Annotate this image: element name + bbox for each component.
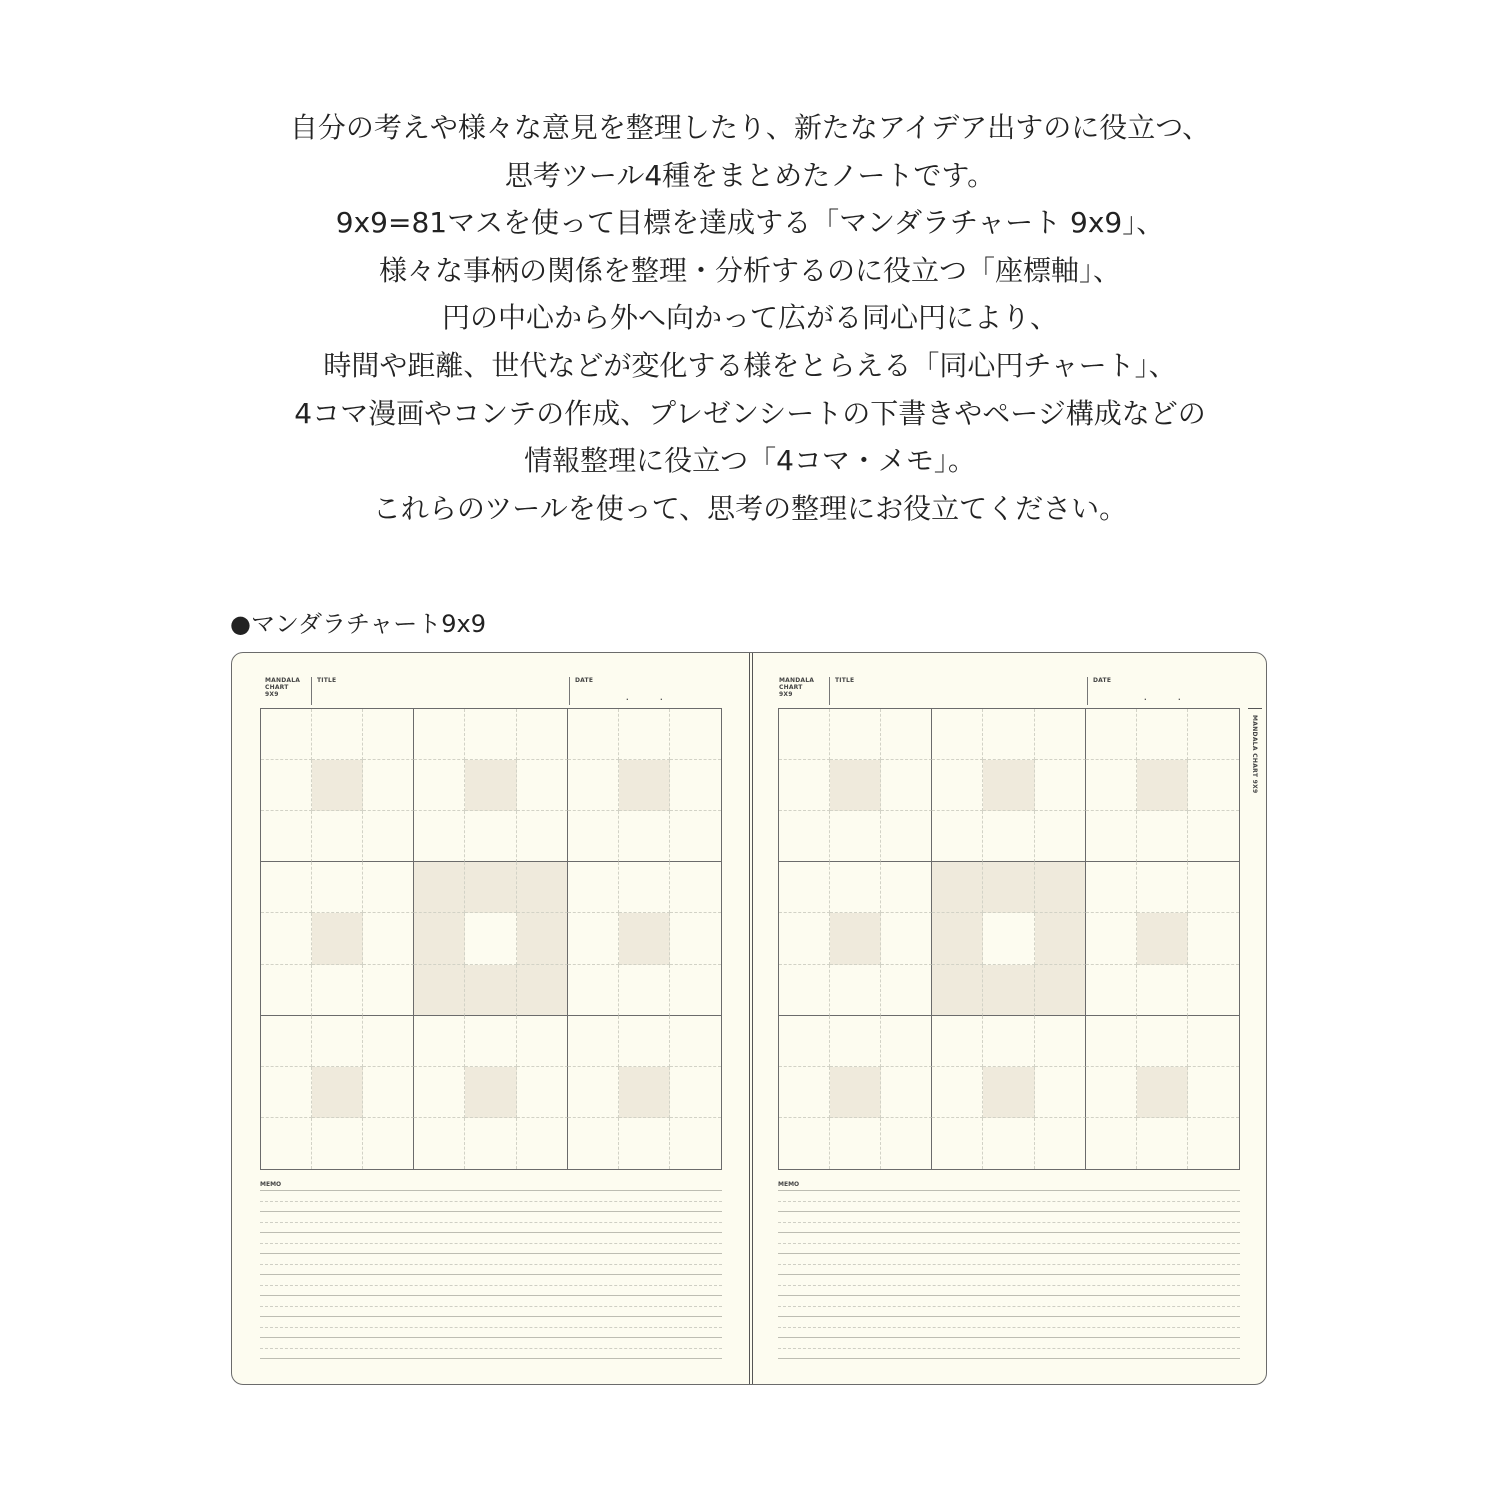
date-separator: . bbox=[1178, 694, 1181, 702]
mandala-cell bbox=[619, 709, 670, 760]
memo-line bbox=[260, 1201, 722, 1202]
mandala-cell bbox=[312, 709, 363, 760]
mandala-cell bbox=[568, 913, 619, 964]
mandala-cell bbox=[568, 1016, 619, 1067]
memo-line bbox=[778, 1222, 1240, 1223]
mandala-cell bbox=[881, 709, 932, 760]
mandala-cell bbox=[414, 811, 465, 862]
mandala-cell bbox=[881, 1067, 932, 1118]
mandala-cell bbox=[261, 913, 312, 964]
date-label: DATE bbox=[575, 677, 594, 684]
memo-label: MEMO bbox=[260, 1181, 282, 1188]
mandala-cell bbox=[1137, 965, 1188, 1016]
mandala-cell bbox=[517, 1118, 568, 1169]
memo-line bbox=[778, 1316, 1240, 1317]
intro-text bbox=[0, 104, 1500, 532]
date-label: DATE bbox=[1093, 677, 1112, 684]
memo-line bbox=[778, 1243, 1240, 1244]
mandala-cell bbox=[983, 811, 1034, 862]
memo-line bbox=[260, 1264, 722, 1265]
mandala-cell bbox=[983, 709, 1034, 760]
mandala-cell bbox=[881, 811, 932, 862]
mandala-cell bbox=[1086, 760, 1137, 811]
mandala-cell bbox=[465, 913, 516, 964]
mandala-cell bbox=[932, 811, 983, 862]
mandala-cell bbox=[414, 1016, 465, 1067]
mandala-cell bbox=[1188, 811, 1239, 862]
mandala-cell bbox=[517, 862, 568, 913]
mandala-cell bbox=[1137, 1118, 1188, 1169]
mandala-cell bbox=[312, 965, 363, 1016]
mandala-cell bbox=[830, 1016, 881, 1067]
mandala-cell bbox=[261, 1118, 312, 1169]
intro-line: これらのツールを使って、思考の整理にお役立てください。 bbox=[372, 491, 1128, 525]
mandala-cell bbox=[830, 811, 881, 862]
mandala-grid bbox=[778, 708, 1240, 1170]
mandala-cell bbox=[619, 760, 670, 811]
notebook-spread bbox=[231, 652, 1267, 1385]
memo-line bbox=[778, 1211, 1240, 1212]
mandala-cell bbox=[363, 1118, 414, 1169]
memo-line bbox=[778, 1264, 1240, 1265]
memo-line bbox=[260, 1253, 722, 1254]
mandala-cell bbox=[670, 862, 721, 913]
notebook-page-left bbox=[232, 653, 750, 1385]
mandala-cell bbox=[312, 1067, 363, 1118]
memo-line bbox=[260, 1327, 722, 1328]
mandala-cell bbox=[261, 862, 312, 913]
mandala-cell bbox=[261, 965, 312, 1016]
mandala-cell bbox=[1086, 709, 1137, 760]
mandala-cell bbox=[830, 709, 881, 760]
mandala-cell bbox=[779, 709, 830, 760]
mandala-cell bbox=[261, 811, 312, 862]
mandala-cell bbox=[1137, 862, 1188, 913]
memo-line bbox=[778, 1348, 1240, 1349]
mandala-cell bbox=[1086, 1016, 1137, 1067]
mandala-cell bbox=[414, 1067, 465, 1118]
mandala-cell bbox=[670, 1118, 721, 1169]
mandala-cell bbox=[1137, 1016, 1188, 1067]
mandala-cell bbox=[1035, 1118, 1086, 1169]
mandala-cell bbox=[414, 913, 465, 964]
intro-line: 円の中心から外へ向かって広がる同心円により、 bbox=[441, 301, 1058, 335]
memo-line bbox=[778, 1285, 1240, 1286]
mandala-cell bbox=[881, 1016, 932, 1067]
intro-line: 自分の考えや様々な意見を整理したり、新たなアイデア出すのに役立つ、 bbox=[289, 111, 1211, 144]
mandala-cell bbox=[779, 862, 830, 913]
mandala-cell bbox=[932, 1016, 983, 1067]
memo-line bbox=[778, 1337, 1240, 1338]
mandala-cell bbox=[363, 913, 414, 964]
memo-line bbox=[778, 1306, 1240, 1307]
mandala-cell bbox=[779, 811, 830, 862]
mandala-cell bbox=[830, 1067, 881, 1118]
intro-line: 時間や距離、世代などが変化する様をとらえる「同心円チャート」、 bbox=[323, 348, 1177, 382]
intro-line: 4コマ漫画やコンテの作成、プレゼンシートの下書きやページ構成などの bbox=[294, 396, 1206, 430]
mandala-cell bbox=[465, 1067, 516, 1118]
date-field bbox=[569, 677, 725, 705]
mandala-cell bbox=[312, 1118, 363, 1169]
mandala-cell bbox=[1137, 709, 1188, 760]
mandala-cell bbox=[619, 965, 670, 1016]
mandala-cell bbox=[932, 1118, 983, 1169]
mandala-cell bbox=[619, 1118, 670, 1169]
title-label: TITLE bbox=[317, 677, 337, 684]
date-separator: . bbox=[626, 694, 629, 702]
date-separator: . bbox=[1144, 694, 1147, 702]
mandala-cell bbox=[619, 1016, 670, 1067]
mandala-cell bbox=[881, 913, 932, 964]
chart-label: MANDALA CHART 9X9 bbox=[779, 677, 815, 698]
mandala-cell bbox=[779, 913, 830, 964]
memo-line bbox=[260, 1358, 722, 1359]
mandala-cell bbox=[1137, 913, 1188, 964]
memo-line bbox=[260, 1222, 722, 1223]
memo-line bbox=[778, 1358, 1240, 1359]
mandala-cell bbox=[261, 709, 312, 760]
intro-line: 様々な事柄の関係を整理・分析するのに役立つ「座標軸」、 bbox=[378, 253, 1121, 287]
mandala-cell bbox=[363, 760, 414, 811]
mandala-cell bbox=[881, 760, 932, 811]
mandala-cell bbox=[1188, 1016, 1239, 1067]
memo-line bbox=[778, 1274, 1240, 1275]
mandala-cell bbox=[779, 1067, 830, 1118]
mandala-cell bbox=[465, 811, 516, 862]
mandala-cell bbox=[568, 1118, 619, 1169]
mandala-cell bbox=[465, 1118, 516, 1169]
mandala-cell bbox=[517, 913, 568, 964]
mandala-cell bbox=[568, 862, 619, 913]
mandala-cell bbox=[619, 862, 670, 913]
mandala-cell bbox=[465, 862, 516, 913]
intro-line: 9x9=81マスを使って目標を達成する「マンダラチャート 9x9」、 bbox=[335, 206, 1165, 240]
mandala-cell bbox=[261, 1016, 312, 1067]
mandala-cell bbox=[568, 965, 619, 1016]
mandala-cell bbox=[568, 760, 619, 811]
mandala-cell bbox=[363, 811, 414, 862]
mandala-cell bbox=[312, 1016, 363, 1067]
mandala-cell bbox=[1035, 811, 1086, 862]
mandala-cell bbox=[414, 709, 465, 760]
mandala-cell bbox=[1086, 1118, 1137, 1169]
mandala-cell bbox=[619, 1067, 670, 1118]
mandala-cell bbox=[363, 1016, 414, 1067]
mandala-cell bbox=[568, 1067, 619, 1118]
mandala-cell bbox=[983, 965, 1034, 1016]
mandala-cell bbox=[568, 811, 619, 862]
mandala-cell bbox=[465, 965, 516, 1016]
memo-line bbox=[260, 1285, 722, 1286]
mandala-cell bbox=[670, 709, 721, 760]
mandala-cell bbox=[1188, 862, 1239, 913]
mandala-cell bbox=[779, 1118, 830, 1169]
mandala-cell bbox=[983, 1118, 1034, 1169]
memo-line bbox=[778, 1327, 1240, 1328]
mandala-cell bbox=[414, 1118, 465, 1169]
memo-line bbox=[260, 1211, 722, 1212]
memo-line bbox=[260, 1295, 722, 1296]
mandala-cell bbox=[670, 811, 721, 862]
mandala-cell bbox=[1035, 709, 1086, 760]
mandala-cell bbox=[932, 965, 983, 1016]
memo-line bbox=[260, 1316, 722, 1317]
mandala-cell bbox=[312, 811, 363, 862]
mandala-cell bbox=[517, 760, 568, 811]
memo-line bbox=[778, 1253, 1240, 1254]
mandala-cell bbox=[670, 913, 721, 964]
mandala-cell bbox=[1086, 1067, 1137, 1118]
notebook-page-right bbox=[750, 653, 1267, 1385]
title-field bbox=[829, 677, 1093, 705]
mandala-cell bbox=[363, 965, 414, 1016]
mandala-cell bbox=[363, 1067, 414, 1118]
mandala-cell bbox=[517, 1067, 568, 1118]
mandala-cell bbox=[1188, 913, 1239, 964]
mandala-cell bbox=[1086, 913, 1137, 964]
mandala-cell bbox=[830, 1118, 881, 1169]
mandala-cell bbox=[465, 709, 516, 760]
memo-line bbox=[778, 1295, 1240, 1296]
intro-line: 思考ツール4種をまとめたノートです。 bbox=[504, 158, 996, 192]
mandala-grid bbox=[260, 708, 722, 1170]
mandala-cell bbox=[1035, 760, 1086, 811]
mandala-cell bbox=[983, 1067, 1034, 1118]
mandala-cell bbox=[1086, 862, 1137, 913]
mandala-cell bbox=[1137, 760, 1188, 811]
memo-line bbox=[260, 1243, 722, 1244]
chart-label: MANDALA CHART 9X9 bbox=[265, 677, 301, 698]
date-field bbox=[1087, 677, 1243, 705]
side-tab-label: MANDALA CHART 9X9 bbox=[1251, 715, 1258, 794]
mandala-cell bbox=[363, 862, 414, 913]
mandala-cell bbox=[619, 913, 670, 964]
mandala-cell bbox=[1035, 965, 1086, 1016]
mandala-cell bbox=[932, 913, 983, 964]
memo-line bbox=[260, 1232, 722, 1233]
mandala-cell bbox=[830, 862, 881, 913]
memo-line bbox=[260, 1190, 722, 1191]
mandala-cell bbox=[1035, 1016, 1086, 1067]
mandala-cell bbox=[517, 965, 568, 1016]
mandala-cell bbox=[983, 760, 1034, 811]
title-field bbox=[311, 677, 575, 705]
mandala-cell bbox=[881, 965, 932, 1016]
mandala-cell bbox=[932, 709, 983, 760]
mandala-cell bbox=[1086, 811, 1137, 862]
mandala-cell bbox=[414, 965, 465, 1016]
mandala-cell bbox=[517, 709, 568, 760]
mandala-cell bbox=[312, 862, 363, 913]
mandala-cell bbox=[779, 760, 830, 811]
mandala-cell bbox=[261, 760, 312, 811]
side-index-tab bbox=[1248, 708, 1262, 794]
mandala-cell bbox=[1035, 862, 1086, 913]
mandala-cell bbox=[465, 760, 516, 811]
mandala-cell bbox=[670, 965, 721, 1016]
mandala-cell bbox=[568, 709, 619, 760]
mandala-cell bbox=[932, 1067, 983, 1118]
mandala-cell bbox=[1188, 965, 1239, 1016]
mandala-cell bbox=[312, 760, 363, 811]
mandala-cell bbox=[670, 760, 721, 811]
mandala-cell bbox=[619, 811, 670, 862]
mandala-cell bbox=[779, 965, 830, 1016]
mandala-cell bbox=[881, 1118, 932, 1169]
mandala-cell bbox=[1086, 965, 1137, 1016]
mandala-cell bbox=[1035, 913, 1086, 964]
intro-line: 情報整理に役立つ「4コマ・メモ」。 bbox=[524, 444, 976, 478]
mandala-cell bbox=[830, 913, 881, 964]
mandala-cell bbox=[465, 1016, 516, 1067]
mandala-cell bbox=[983, 862, 1034, 913]
mandala-cell bbox=[1188, 1118, 1239, 1169]
mandala-cell bbox=[670, 1067, 721, 1118]
mandala-cell bbox=[414, 760, 465, 811]
section-heading: ●マンダラチャート9x9 bbox=[230, 610, 487, 638]
mandala-cell bbox=[670, 1016, 721, 1067]
mandala-cell bbox=[779, 1016, 830, 1067]
mandala-cell bbox=[1035, 1067, 1086, 1118]
memo-label: MEMO bbox=[778, 1181, 800, 1188]
title-label: TITLE bbox=[835, 677, 855, 684]
mandala-cell bbox=[414, 862, 465, 913]
mandala-cell bbox=[312, 913, 363, 964]
date-separator: . bbox=[660, 694, 663, 702]
mandala-cell bbox=[932, 760, 983, 811]
mandala-cell bbox=[517, 1016, 568, 1067]
mandala-cell bbox=[1188, 1067, 1239, 1118]
mandala-cell bbox=[517, 811, 568, 862]
memo-line bbox=[778, 1201, 1240, 1202]
mandala-cell bbox=[983, 1016, 1034, 1067]
memo-line bbox=[260, 1348, 722, 1349]
memo-line bbox=[778, 1190, 1240, 1191]
mandala-cell bbox=[983, 913, 1034, 964]
mandala-cell bbox=[1137, 1067, 1188, 1118]
mandala-cell bbox=[363, 709, 414, 760]
mandala-cell bbox=[1137, 811, 1188, 862]
memo-line bbox=[260, 1306, 722, 1307]
memo-line bbox=[260, 1274, 722, 1275]
mandala-cell bbox=[830, 760, 881, 811]
mandala-cell bbox=[261, 1067, 312, 1118]
mandala-cell bbox=[1188, 760, 1239, 811]
memo-line bbox=[260, 1337, 722, 1338]
mandala-cell bbox=[1188, 709, 1239, 760]
memo-line bbox=[778, 1232, 1240, 1233]
mandala-cell bbox=[881, 862, 932, 913]
mandala-cell bbox=[932, 862, 983, 913]
mandala-cell bbox=[830, 965, 881, 1016]
